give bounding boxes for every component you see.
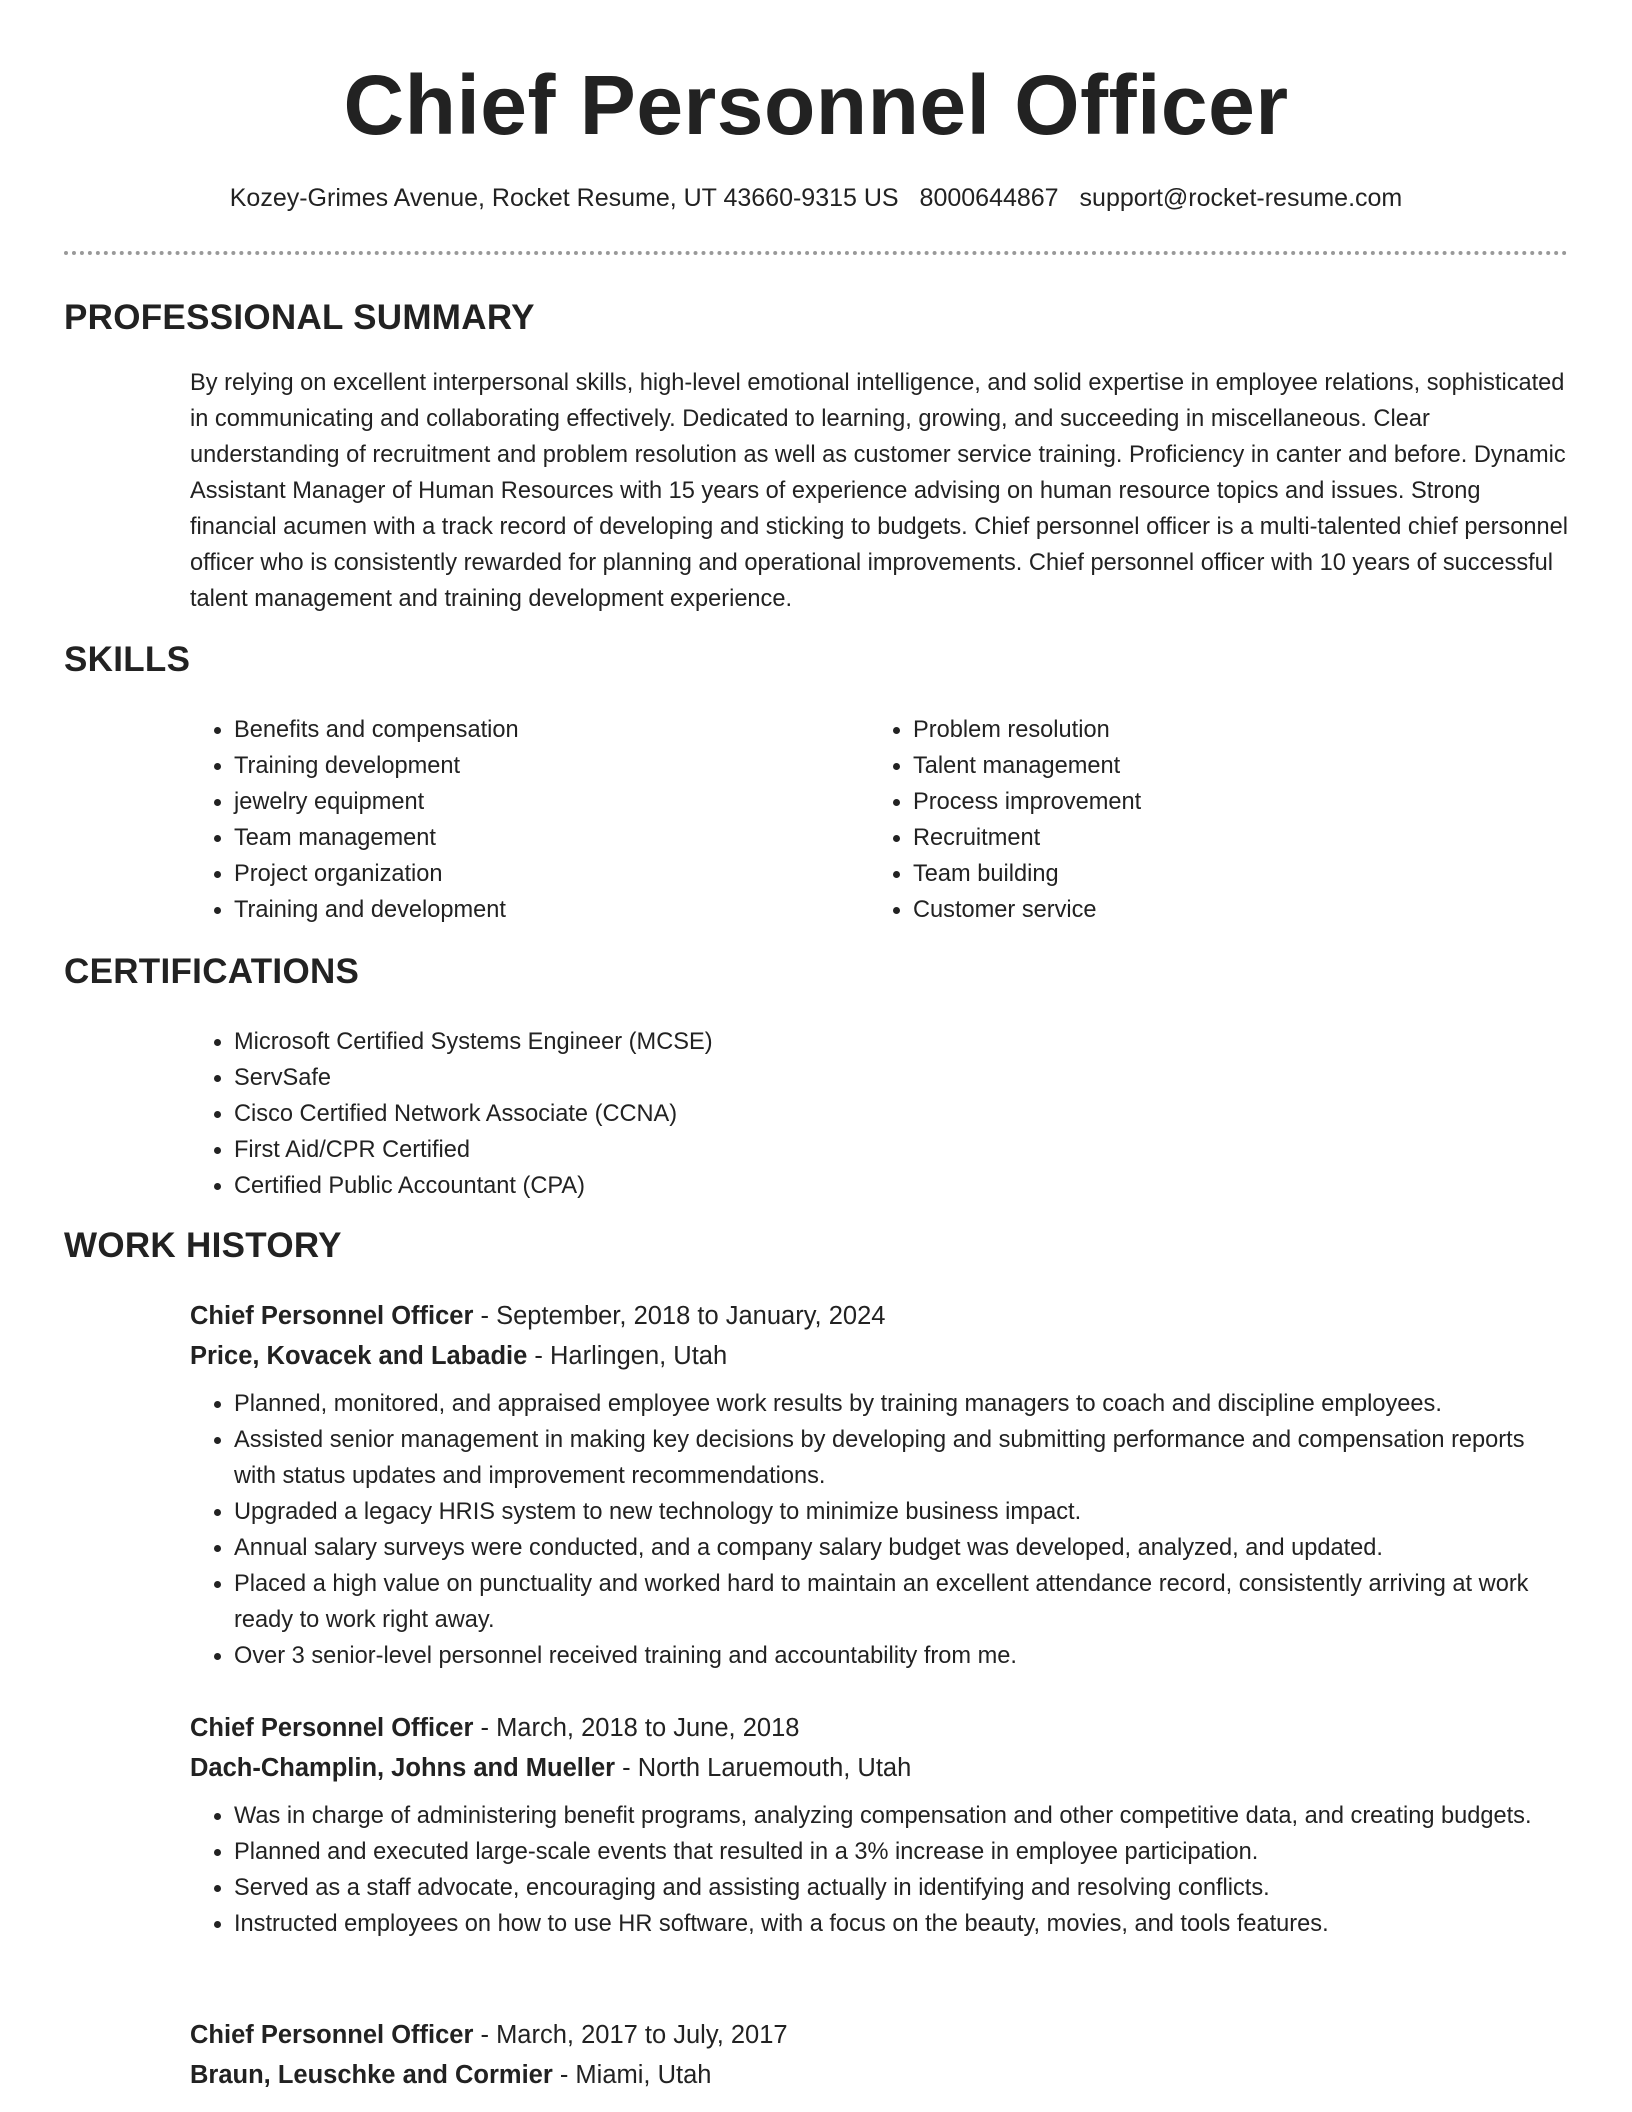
job-bullet: • Planned and executed large-scale events that resulted in a 3% increase in employee participation.: [234, 1834, 1568, 1870]
job-bullets: [0, 1386, 1568, 1674]
job-bullet: • Placed a high value on punctuality and worked hard to maintain an excellent attendance record, consistently arriving at work ready to work right away.: [234, 1566, 1568, 1638]
job-entry: [190, 1296, 1568, 1674]
skill-item: • Team building: [913, 856, 1141, 892]
skill-item: • Customer service: [913, 892, 1141, 928]
job-role-line: [190, 2015, 1568, 2055]
job-entry: [190, 1708, 1568, 1942]
resume-name-heading: Chief Personnel Officer: [343, 58, 1289, 152]
certification-item: • First Aid/CPR Certified: [234, 1132, 713, 1168]
job-bullet: • Over 3 senior-level personnel received training and accountability from me.: [234, 1638, 1568, 1674]
contact-address: Kozey-Grimes Avenue, Rocket Resume, UT 43660-9315 US: [229, 184, 899, 212]
job-role: Chief Personnel Officer: [190, 2021, 474, 2049]
certifications-list: [190, 1024, 713, 1204]
job-bullet: • Instructed employees on how to use HR software, with a focus on the beauty, movies, and tools features.: [234, 1906, 1568, 1942]
job-location: - Miami, Utah: [552, 2061, 712, 2089]
job-bullets: [0, 1798, 1568, 1942]
job-entry: [190, 2015, 1568, 2095]
job-company: Dach-Champlin, Johns and Mueller: [190, 1754, 616, 1782]
job-bullet: • Assisted senior management in making key decisions by developing and submitting performance and compensation reports with status updates and improvement recommendations.: [234, 1422, 1568, 1494]
skill-item: • Project organization: [234, 856, 519, 892]
job-company-line: [190, 1748, 1568, 1788]
contact-phone: 8000644867: [919, 184, 1059, 212]
job-location: - Harlingen, Utah: [527, 1342, 728, 1370]
certification-item: • ServSafe: [234, 1060, 713, 1096]
job-role-line: [190, 1296, 1568, 1336]
job-company-line: [190, 2055, 1568, 2095]
job-bullet: • Was in charge of administering benefit programs, analyzing compensation and other competitive data, and creating budgets.: [234, 1798, 1568, 1834]
skills-column-right: [869, 712, 1141, 928]
certification-item: • Microsoft Certified Systems Engineer (MCSE): [234, 1024, 713, 1060]
skill-item: • Process improvement: [913, 784, 1141, 820]
job-bullet: • Served as a staff advocate, encouraging and assisting actually in identifying and resolving conflicts.: [234, 1870, 1568, 1906]
section-title-work-history: WORK HISTORY: [64, 1226, 342, 1265]
skill-item: • Problem resolution: [913, 712, 1141, 748]
job-company-line: [190, 1336, 1568, 1376]
summary-text: By relying on excellent interpersonal skills, high-level emotional intelligence, and solid expertise in employee relations, sophisticated in communicating and collaborating effectively. Dedicated to learning, growing, and succeeding in miscellaneous. Clear understanding of recruitment and problem resolution as well as customer service training. Proficiency in canter and before. Dynamic Assistant Manager of Human Resources with 15 years of experience advising on human resource topics and issues. Strong financial acumen with a track record of developing and sticking to budgets. Chief personnel officer is a multi-talented chief personnel officer who is consistently rewarded for planning and operational improvements. Chief personnel officer with 10 years of successful talent management and training development experience.: [190, 370, 1568, 612]
job-dates: - March, 2017 to July, 2017: [473, 2021, 788, 2049]
job-company: Price, Kovacek and Labadie: [190, 1342, 528, 1370]
skill-item: • jewelry equipment: [234, 784, 519, 820]
job-dates: - September, 2018 to January, 2024: [473, 1302, 886, 1330]
section-title-summary: PROFESSIONAL SUMMARY: [64, 298, 535, 337]
skill-item: • Training and development: [234, 892, 519, 928]
job-bullet: • Planned, monitored, and appraised employee work results by training managers to coach and discipline employees.: [234, 1386, 1568, 1422]
job-role-line: [190, 1708, 1568, 1748]
certification-item: • Cisco Certified Network Associate (CCNA): [234, 1096, 713, 1132]
job-company: Braun, Leuschke and Cormier: [190, 2061, 553, 2089]
job-bullet: • Annual salary surveys were conducted, and a company salary budget was developed, analyzed, and updated.: [234, 1530, 1568, 1566]
job-dates: - March, 2018 to June, 2018: [473, 1714, 800, 1742]
job-bullet: • Upgraded a legacy HRIS system to new technology to minimize business impact.: [234, 1494, 1568, 1530]
job-role: Chief Personnel Officer: [190, 1302, 474, 1330]
section-title-skills: SKILLS: [64, 640, 191, 679]
skill-item: • Recruitment: [913, 820, 1141, 856]
skill-item: • Benefits and compensation: [234, 712, 519, 748]
certification-item: • Certified Public Accountant (CPA): [234, 1168, 713, 1204]
job-role: Chief Personnel Officer: [190, 1714, 474, 1742]
skills-column-left: [190, 712, 519, 928]
contact-line: [0, 181, 1632, 215]
contact-email: support@rocket-resume.com: [1079, 184, 1403, 212]
header-divider: [64, 251, 1568, 255]
job-location: - North Laruemouth, Utah: [615, 1754, 912, 1782]
skill-item: • Team management: [234, 820, 519, 856]
skill-item: • Talent management: [913, 748, 1141, 784]
section-title-certifications: CERTIFICATIONS: [64, 952, 360, 991]
skill-item: • Training development: [234, 748, 519, 784]
